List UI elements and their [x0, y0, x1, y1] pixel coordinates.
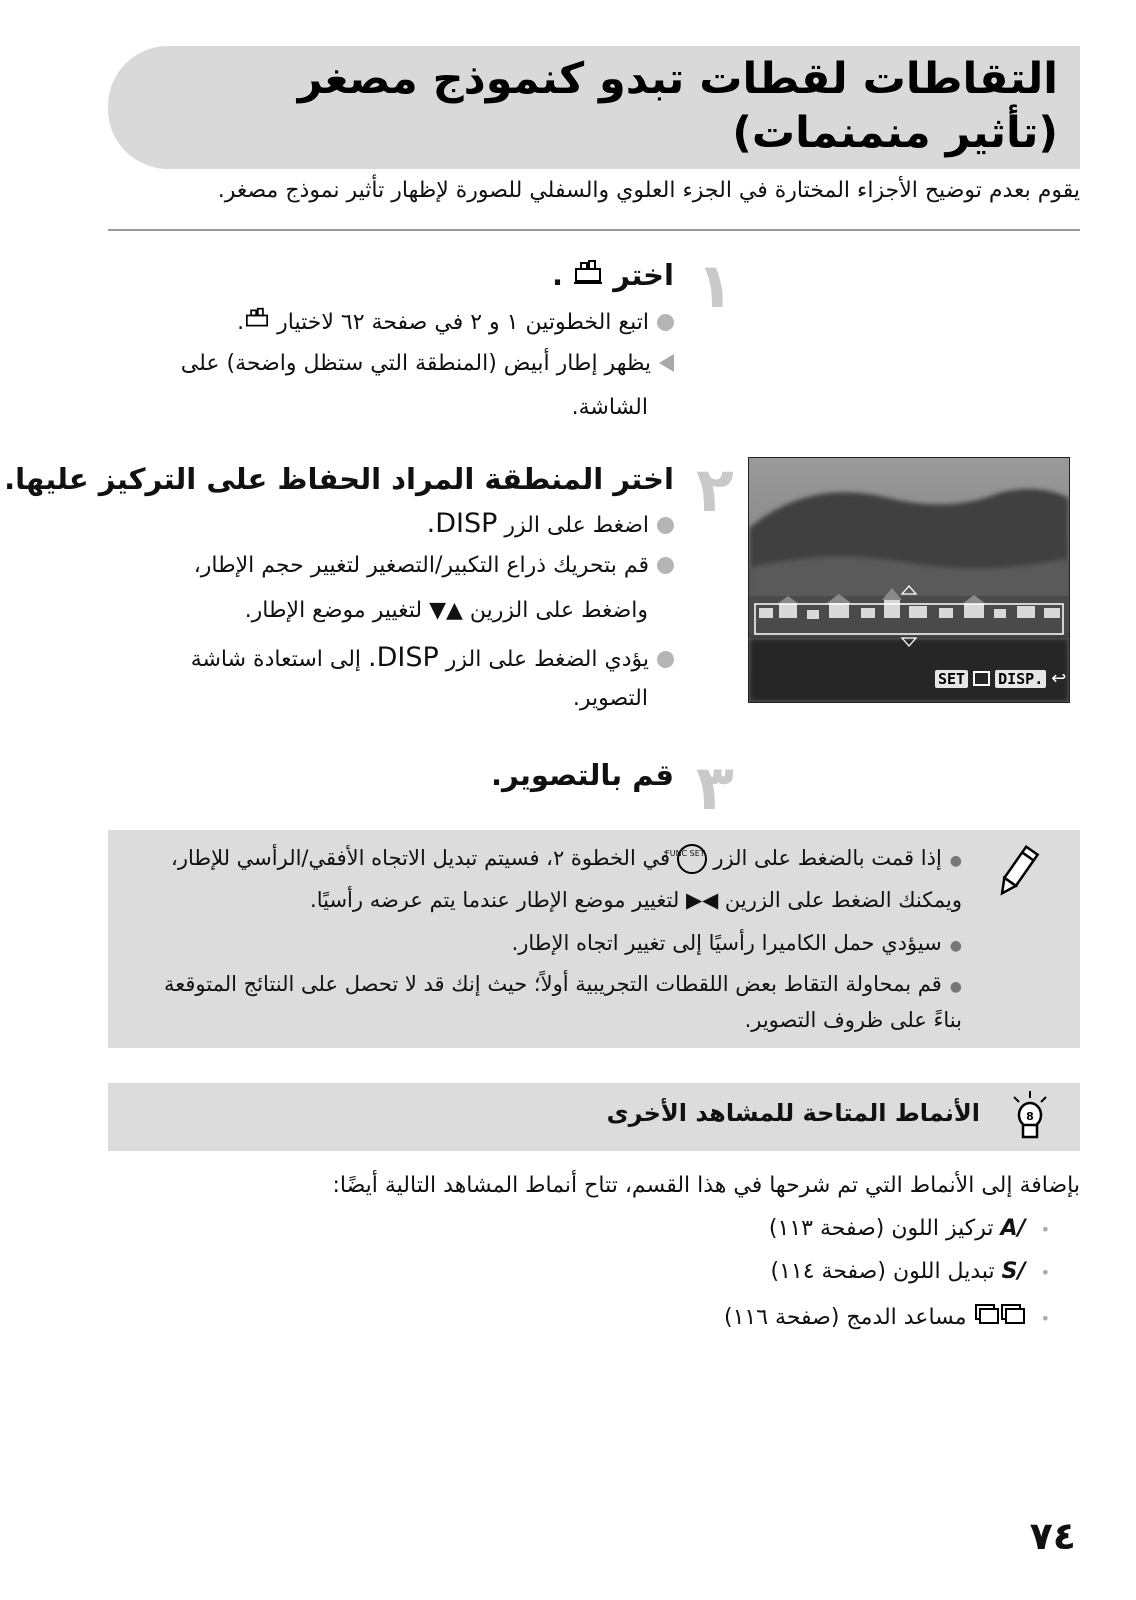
note-line-4: ●قم بمحاولة التقاط بعض اللقطات التجريبية أولاً؛ حيث إنك قد لا تحصل على النتائج المتوقعة — [163, 972, 962, 996]
step-2-line-4: يؤدي الضغط على الزر DISP. إلى استعادة شاشة — [191, 642, 674, 673]
preview-controls — [935, 668, 1066, 689]
title-banner — [108, 46, 1080, 169]
set-button-label: SET — [935, 670, 968, 688]
note-line-1: ●إذا قمت بالضغط على الزر FUNC SET في الخطوة ٢، فسيتم تبديل الاتجاه الأفقي/الرأسي للإطار، — [171, 844, 962, 874]
tip-item-3: • مساعد الدمج (صفحة ١١٦) — [724, 1305, 1050, 1330]
step-number-1: ١ — [696, 249, 734, 322]
miniature-mode-icon — [563, 258, 603, 292]
disp-button-label: DISP. — [995, 670, 1046, 688]
stitch-assist-icon — [967, 1305, 1026, 1330]
bullet-icon — [657, 651, 674, 668]
step-1-heading-text: اختر — [613, 258, 674, 292]
step-1-heading: اختر . — [552, 258, 674, 292]
step-2-line-2: قم بتحريك ذراع التكبير/التصغير لتغيير حجم الإطار، — [194, 553, 674, 578]
svg-text:8: 8 — [1026, 1110, 1034, 1123]
step-2-heading: اختر المنطقة المراد الحفاظ على التركيز عليها. — [4, 462, 674, 496]
step-1-line-1: اتبع الخطوتين ١ و ٢ في صفحة ٦٢ لاختيار . — [237, 307, 674, 335]
disp-button-label: DISP. — [426, 508, 498, 539]
lightbulb-icon — [1010, 1091, 1050, 1147]
step-number-2: ٢ — [696, 453, 734, 526]
tip-item-1: • /A تركيز اللون (صفحة ١١٣) — [768, 1216, 1050, 1241]
disp-button-label: DISP. — [368, 642, 439, 673]
step-2-line-3: واضغط على الزرين ▲▼ لتغيير موضع الإطار. — [244, 598, 648, 623]
page-title-line1: التقاطات لقطات تبدو كنموذج مصغر — [297, 54, 1058, 104]
note-box — [108, 830, 1080, 1048]
step-2-line-1: اضغط على الزر DISP. — [427, 508, 674, 539]
camera-preview-image — [748, 457, 1070, 703]
divider — [108, 229, 1080, 231]
step-3-heading: قم بالتصوير. — [490, 758, 674, 792]
note-line-5: بناءً على ظروف التصوير. — [744, 1008, 962, 1032]
rotate-frame-icon — [973, 671, 990, 686]
step-2-line-5: التصوير. — [572, 686, 648, 711]
bullet-icon — [657, 517, 674, 534]
tips-intro: بإضافة إلى الأنماط التي تم شرحها في هذا القسم، تتاح أنماط المشاهد التالية أيضًا: — [332, 1173, 1080, 1198]
step-1-line-2: يظهر إطار أبيض (المنطقة التي ستظل واضحة) على — [181, 351, 674, 376]
step-1-line-3: الشاشة. — [571, 395, 648, 420]
result-arrow-icon — [659, 354, 674, 372]
miniature-mode-icon — [244, 310, 270, 335]
note-line-2: ويمكنك الضغط على الزرين ◀▶ لتغيير موضع الإطار عندما يتم عرضه رأسيًا. — [310, 888, 962, 912]
step-number-3: ٣ — [696, 751, 734, 824]
tip-item-2: • /S تبديل اللون (صفحة ١١٤) — [770, 1259, 1050, 1284]
note-line-3: ●سيؤدي حمل الكاميرا رأسيًا إلى تغيير اتجاه الإطار. — [511, 931, 962, 955]
color-swap-icon: /S — [1001, 1259, 1026, 1284]
pencil-icon — [993, 844, 1041, 904]
page-number: ٧٤ — [1029, 1514, 1076, 1558]
intro-text: يقوم بعدم توضيح الأجزاء المختارة في الجزء العلوي والسفلي للصورة لإظهار تأثير نموذج مصغر. — [217, 178, 1080, 203]
return-icon: ↩ — [1051, 668, 1067, 689]
color-accent-icon: /A — [1000, 1216, 1026, 1241]
func-set-button-icon: FUNC SET — [677, 844, 707, 874]
page-title-line2: (تأثير منمنمات) — [732, 108, 1058, 158]
bullet-icon — [657, 314, 674, 331]
tips-banner — [108, 1083, 1080, 1151]
tips-title: الأنماط المتاحة للمشاهد الأخرى — [606, 1099, 980, 1127]
bullet-icon — [657, 557, 674, 574]
